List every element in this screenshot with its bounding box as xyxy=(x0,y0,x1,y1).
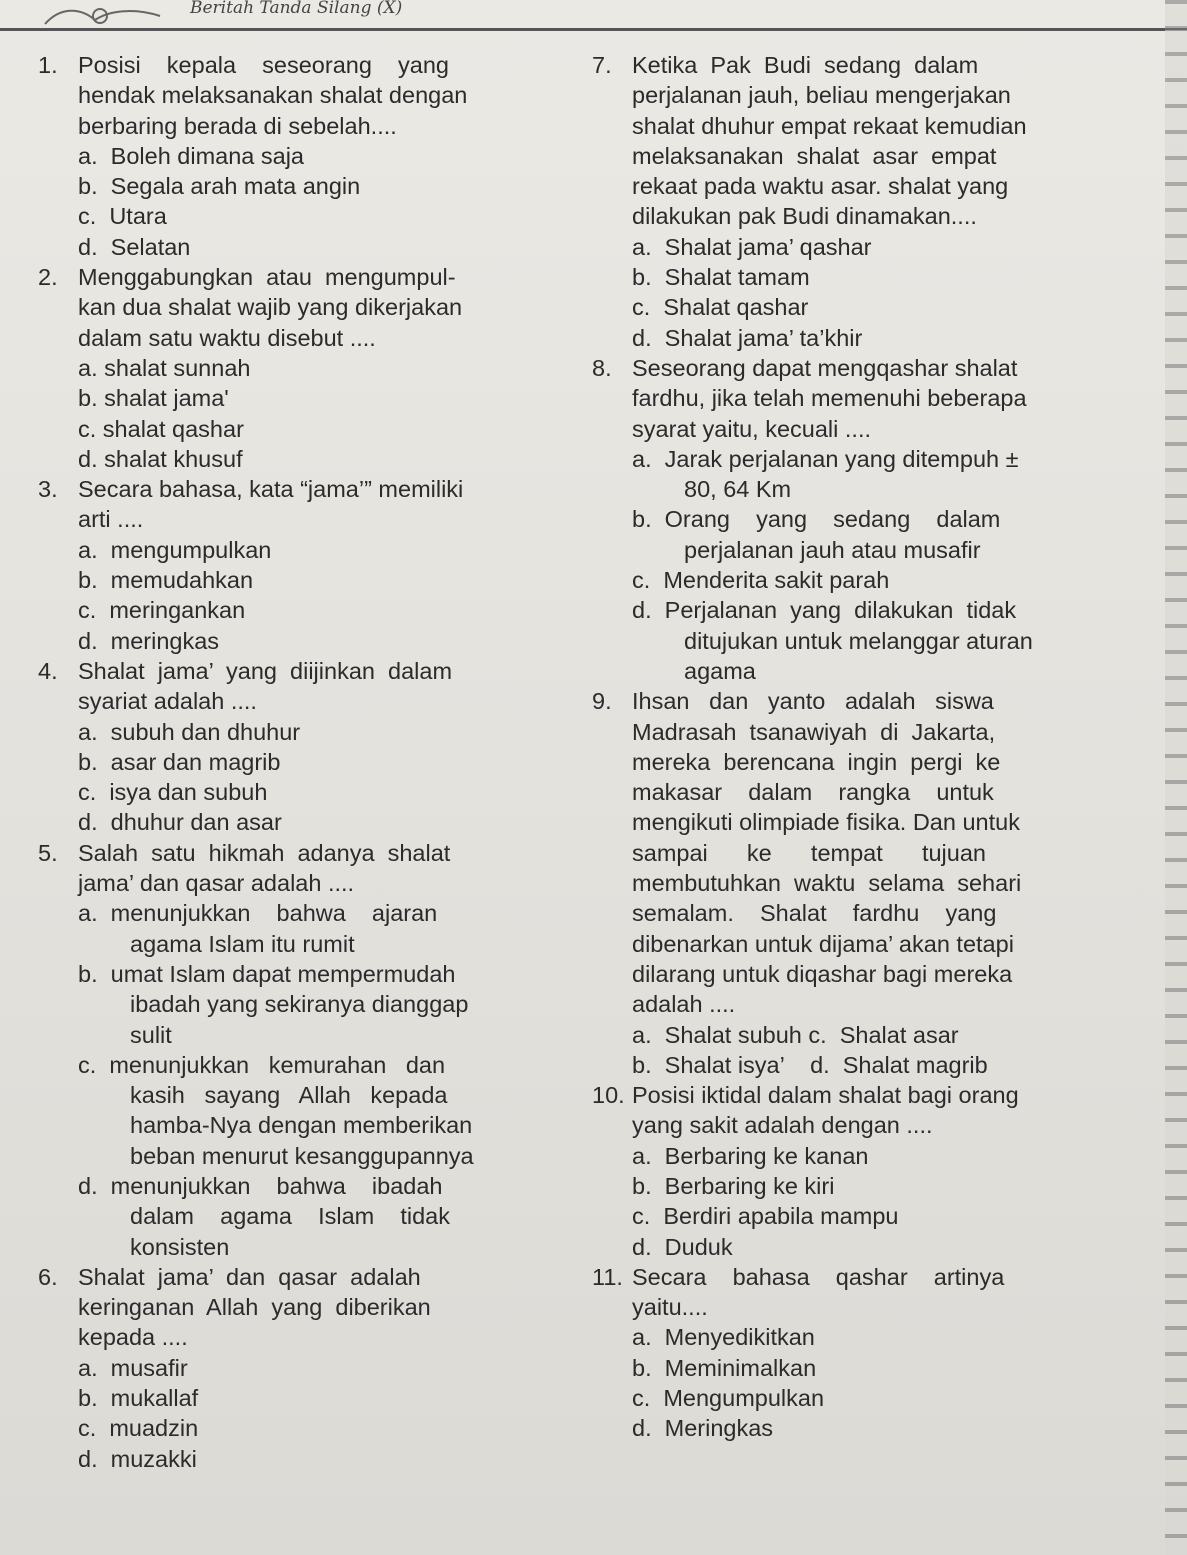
option-row-ac[interactable]: a. Shalat subuh c. Shalat asar xyxy=(632,1021,959,1048)
question-text: Menggabungkan atau mengumpul- xyxy=(78,264,456,291)
option-d-cont: dalam agama Islam tidak xyxy=(130,1203,450,1230)
question-text: Madrasah tsanawiyah di Jakarta, xyxy=(632,718,996,745)
question-number: 2. xyxy=(38,264,58,291)
header-title: Beritah Tanda Silang (X) xyxy=(190,0,403,18)
question-text: arti .... xyxy=(78,506,144,533)
option-b[interactable]: b. memudahkan xyxy=(78,567,254,594)
question-text: kepada .... xyxy=(78,1324,188,1351)
option-a-cont: agama Islam itu rumit xyxy=(130,930,355,957)
option-c[interactable]: c. Menderita sakit parah xyxy=(632,567,890,594)
question-7 xyxy=(592,50,1087,353)
option-d-cont: ditujukan untuk melanggar aturan xyxy=(684,627,1033,654)
option-b[interactable]: b. Meminimalkan xyxy=(632,1354,817,1381)
option-c[interactable]: c. shalat qashar xyxy=(78,415,244,442)
question-text: Shalat jama’ dan qasar adalah xyxy=(78,1263,421,1290)
option-b[interactable]: b. asar dan magrib xyxy=(78,748,281,775)
question-number: 6. xyxy=(38,1263,58,1290)
question-number: 1. xyxy=(38,52,58,78)
question-text: adalah .... xyxy=(632,991,736,1018)
option-c[interactable]: c. muadzin xyxy=(78,1415,199,1442)
option-a[interactable]: a. Shalat jama’ qashar xyxy=(632,233,872,260)
question-6 xyxy=(38,1262,558,1474)
question-text: Seseorang dapat mengqashar shalat xyxy=(632,354,1018,381)
question-text: fardhu, jika telah memenuhi beberapa xyxy=(632,385,1027,412)
question-text: sampai ke tempat tujuan xyxy=(632,839,986,866)
option-b[interactable]: b. Orang yang sedang dalam xyxy=(632,506,1001,533)
question-number: 7. xyxy=(592,52,612,78)
option-b[interactable]: b. Segala arah mata angin xyxy=(78,173,361,200)
option-d[interactable]: d. Shalat jama’ ta’khir xyxy=(632,324,863,351)
question-text: mereka berencana ingin pergi ke xyxy=(632,748,1001,775)
question-text: semalam. Shalat fardhu yang xyxy=(632,900,997,927)
question-text: perjalanan jauh, beliau mengerjakan xyxy=(632,82,1011,109)
question-text: yaitu.... xyxy=(632,1294,708,1321)
question-text: Ihsan dan yanto adalah siswa xyxy=(632,688,994,715)
question-3 xyxy=(38,474,558,656)
option-a[interactable]: a. musafir xyxy=(78,1354,188,1381)
question-text: dalam satu waktu disebut .... xyxy=(78,324,376,351)
question-number: 9. xyxy=(592,688,612,715)
option-b[interactable]: b. Shalat tamam xyxy=(632,264,810,291)
question-text: Ketika Pak Budi sedang dalam xyxy=(632,52,979,78)
question-number: 3. xyxy=(38,476,58,503)
question-text: dilakukan pak Budi dinamakan.... xyxy=(632,203,977,230)
question-2 xyxy=(38,262,558,474)
question-10 xyxy=(592,1080,1087,1262)
option-c[interactable]: c. Shalat qashar xyxy=(632,294,809,321)
option-c[interactable]: c. menunjukkan kemurahan dan xyxy=(78,1051,446,1078)
option-b-cont: sulit xyxy=(130,1021,172,1048)
question-text: Secara bahasa qashar artinya xyxy=(632,1263,1005,1290)
flower-ornament-icon xyxy=(40,2,170,28)
option-d[interactable]: d. Selatan xyxy=(78,233,191,260)
option-d[interactable]: d. meringkas xyxy=(78,627,220,654)
question-text: membutuhkan waktu selama sehari xyxy=(632,870,1022,897)
option-c[interactable]: c. Berdiri apabila mampu xyxy=(632,1203,899,1230)
question-number: 8. xyxy=(592,354,612,381)
option-c-cont: hamba-Nya dengan memberikan xyxy=(130,1112,473,1139)
question-9 xyxy=(592,686,1087,1080)
option-c[interactable]: c. Utara xyxy=(78,203,167,230)
left-column xyxy=(38,50,558,1474)
option-a[interactable]: a. mengumpulkan xyxy=(78,536,272,563)
option-a[interactable]: a. shalat sunnah xyxy=(78,354,251,381)
option-a[interactable]: a. Jarak perjalanan yang ditempuh ± xyxy=(632,445,1019,472)
question-text: Salah satu hikmah adanya shalat xyxy=(78,839,451,866)
option-c[interactable]: c. isya dan subuh xyxy=(78,779,268,806)
question-11 xyxy=(592,1262,1087,1444)
option-row-bd[interactable]: b. Shalat isya’ d. Shalat magrib xyxy=(632,1051,988,1078)
right-column xyxy=(592,50,1087,1444)
option-d[interactable]: d. dhuhur dan asar xyxy=(78,809,282,836)
option-a[interactable]: a. subuh dan dhuhur xyxy=(78,718,301,745)
option-d-cont: konsisten xyxy=(130,1233,230,1260)
option-d[interactable]: d. Perjalanan yang dilakukan tidak xyxy=(632,597,1017,624)
option-a[interactable]: a. Menyedikitkan xyxy=(632,1324,815,1351)
option-b[interactable]: b. mukallaf xyxy=(78,1385,199,1412)
question-number: 4. xyxy=(38,657,58,684)
option-d[interactable]: d. menunjukkan bahwa ibadah xyxy=(78,1172,443,1199)
question-text: yang sakit adalah dengan .... xyxy=(632,1112,933,1139)
question-text: melaksanakan shalat asar empat xyxy=(632,142,997,169)
question-text: syariat adalah .... xyxy=(78,688,257,715)
option-a[interactable]: a. Berbaring ke kanan xyxy=(632,1142,869,1169)
question-text: dilarang untuk diqashar bagi mereka xyxy=(632,960,1013,987)
question-text: rekaat pada waktu asar. shalat yang xyxy=(632,173,1009,200)
question-text: Posisi iktidal dalam shalat bagi orang xyxy=(632,1082,1019,1109)
option-c[interactable]: c. Mengumpulkan xyxy=(632,1385,825,1412)
option-b[interactable]: b. umat Islam dapat mempermudah xyxy=(78,960,456,987)
option-d[interactable]: d. Meringkas xyxy=(632,1415,774,1442)
question-text: shalat dhuhur empat rekaat kemudian xyxy=(632,112,1027,139)
question-text: kan dua shalat wajib yang dikerjakan xyxy=(78,294,463,321)
question-4 xyxy=(38,656,558,838)
option-b[interactable]: b. Berbaring ke kiri xyxy=(632,1172,835,1199)
option-b-cont: ibadah yang sekiranya dianggap xyxy=(130,991,469,1018)
option-c-cont: beban menurut kesanggupannya xyxy=(130,1142,474,1169)
question-5 xyxy=(38,838,558,1262)
option-a[interactable]: a. menunjukkan bahwa ajaran xyxy=(78,900,438,927)
option-d[interactable]: d. shalat khusuf xyxy=(78,445,243,472)
question-number: 11. xyxy=(592,1263,623,1290)
question-text: makasar dalam rangka untuk xyxy=(632,779,994,806)
option-d[interactable]: d. muzakki xyxy=(78,1445,197,1472)
question-text: Posisi kepala seseorang yang xyxy=(78,52,449,78)
option-b[interactable]: b. shalat jama' xyxy=(78,385,229,412)
option-d-cont: agama xyxy=(684,657,756,684)
question-text: jama’ dan qasar adalah .... xyxy=(78,870,355,897)
question-1 xyxy=(38,50,558,262)
header-bar xyxy=(0,0,1187,31)
option-a[interactable]: a. Boleh dimana saja xyxy=(78,142,305,169)
option-c[interactable]: c. meringankan xyxy=(78,597,246,624)
question-number: 5. xyxy=(38,839,58,866)
question-text: hendak melaksanakan shalat dengan xyxy=(78,82,468,109)
question-text: Secara bahasa, kata “jama’” memiliki xyxy=(78,476,464,503)
question-text: dibenarkan untuk dijama’ akan tetapi xyxy=(632,930,1014,957)
question-number: 10. xyxy=(592,1082,625,1109)
question-text: berbaring berada di sebelah.... xyxy=(78,112,397,139)
option-c-cont: kasih sayang Allah kepada xyxy=(130,1082,448,1109)
option-b-cont: perjalanan jauh atau musafir xyxy=(684,536,981,563)
question-text: mengikuti olimpiade fisika. Dan untuk xyxy=(632,809,1020,836)
question-text: syarat yaitu, kecuali .... xyxy=(632,415,872,442)
question-8 xyxy=(592,353,1087,686)
question-text: Shalat jama’ yang diijinkan dalam xyxy=(78,657,453,684)
spiral-binding xyxy=(1165,0,1187,1555)
option-d[interactable]: d. Duduk xyxy=(632,1233,733,1260)
option-a-cont: 80, 64 Km xyxy=(684,476,792,503)
question-text: keringanan Allah yang diberikan xyxy=(78,1294,431,1321)
